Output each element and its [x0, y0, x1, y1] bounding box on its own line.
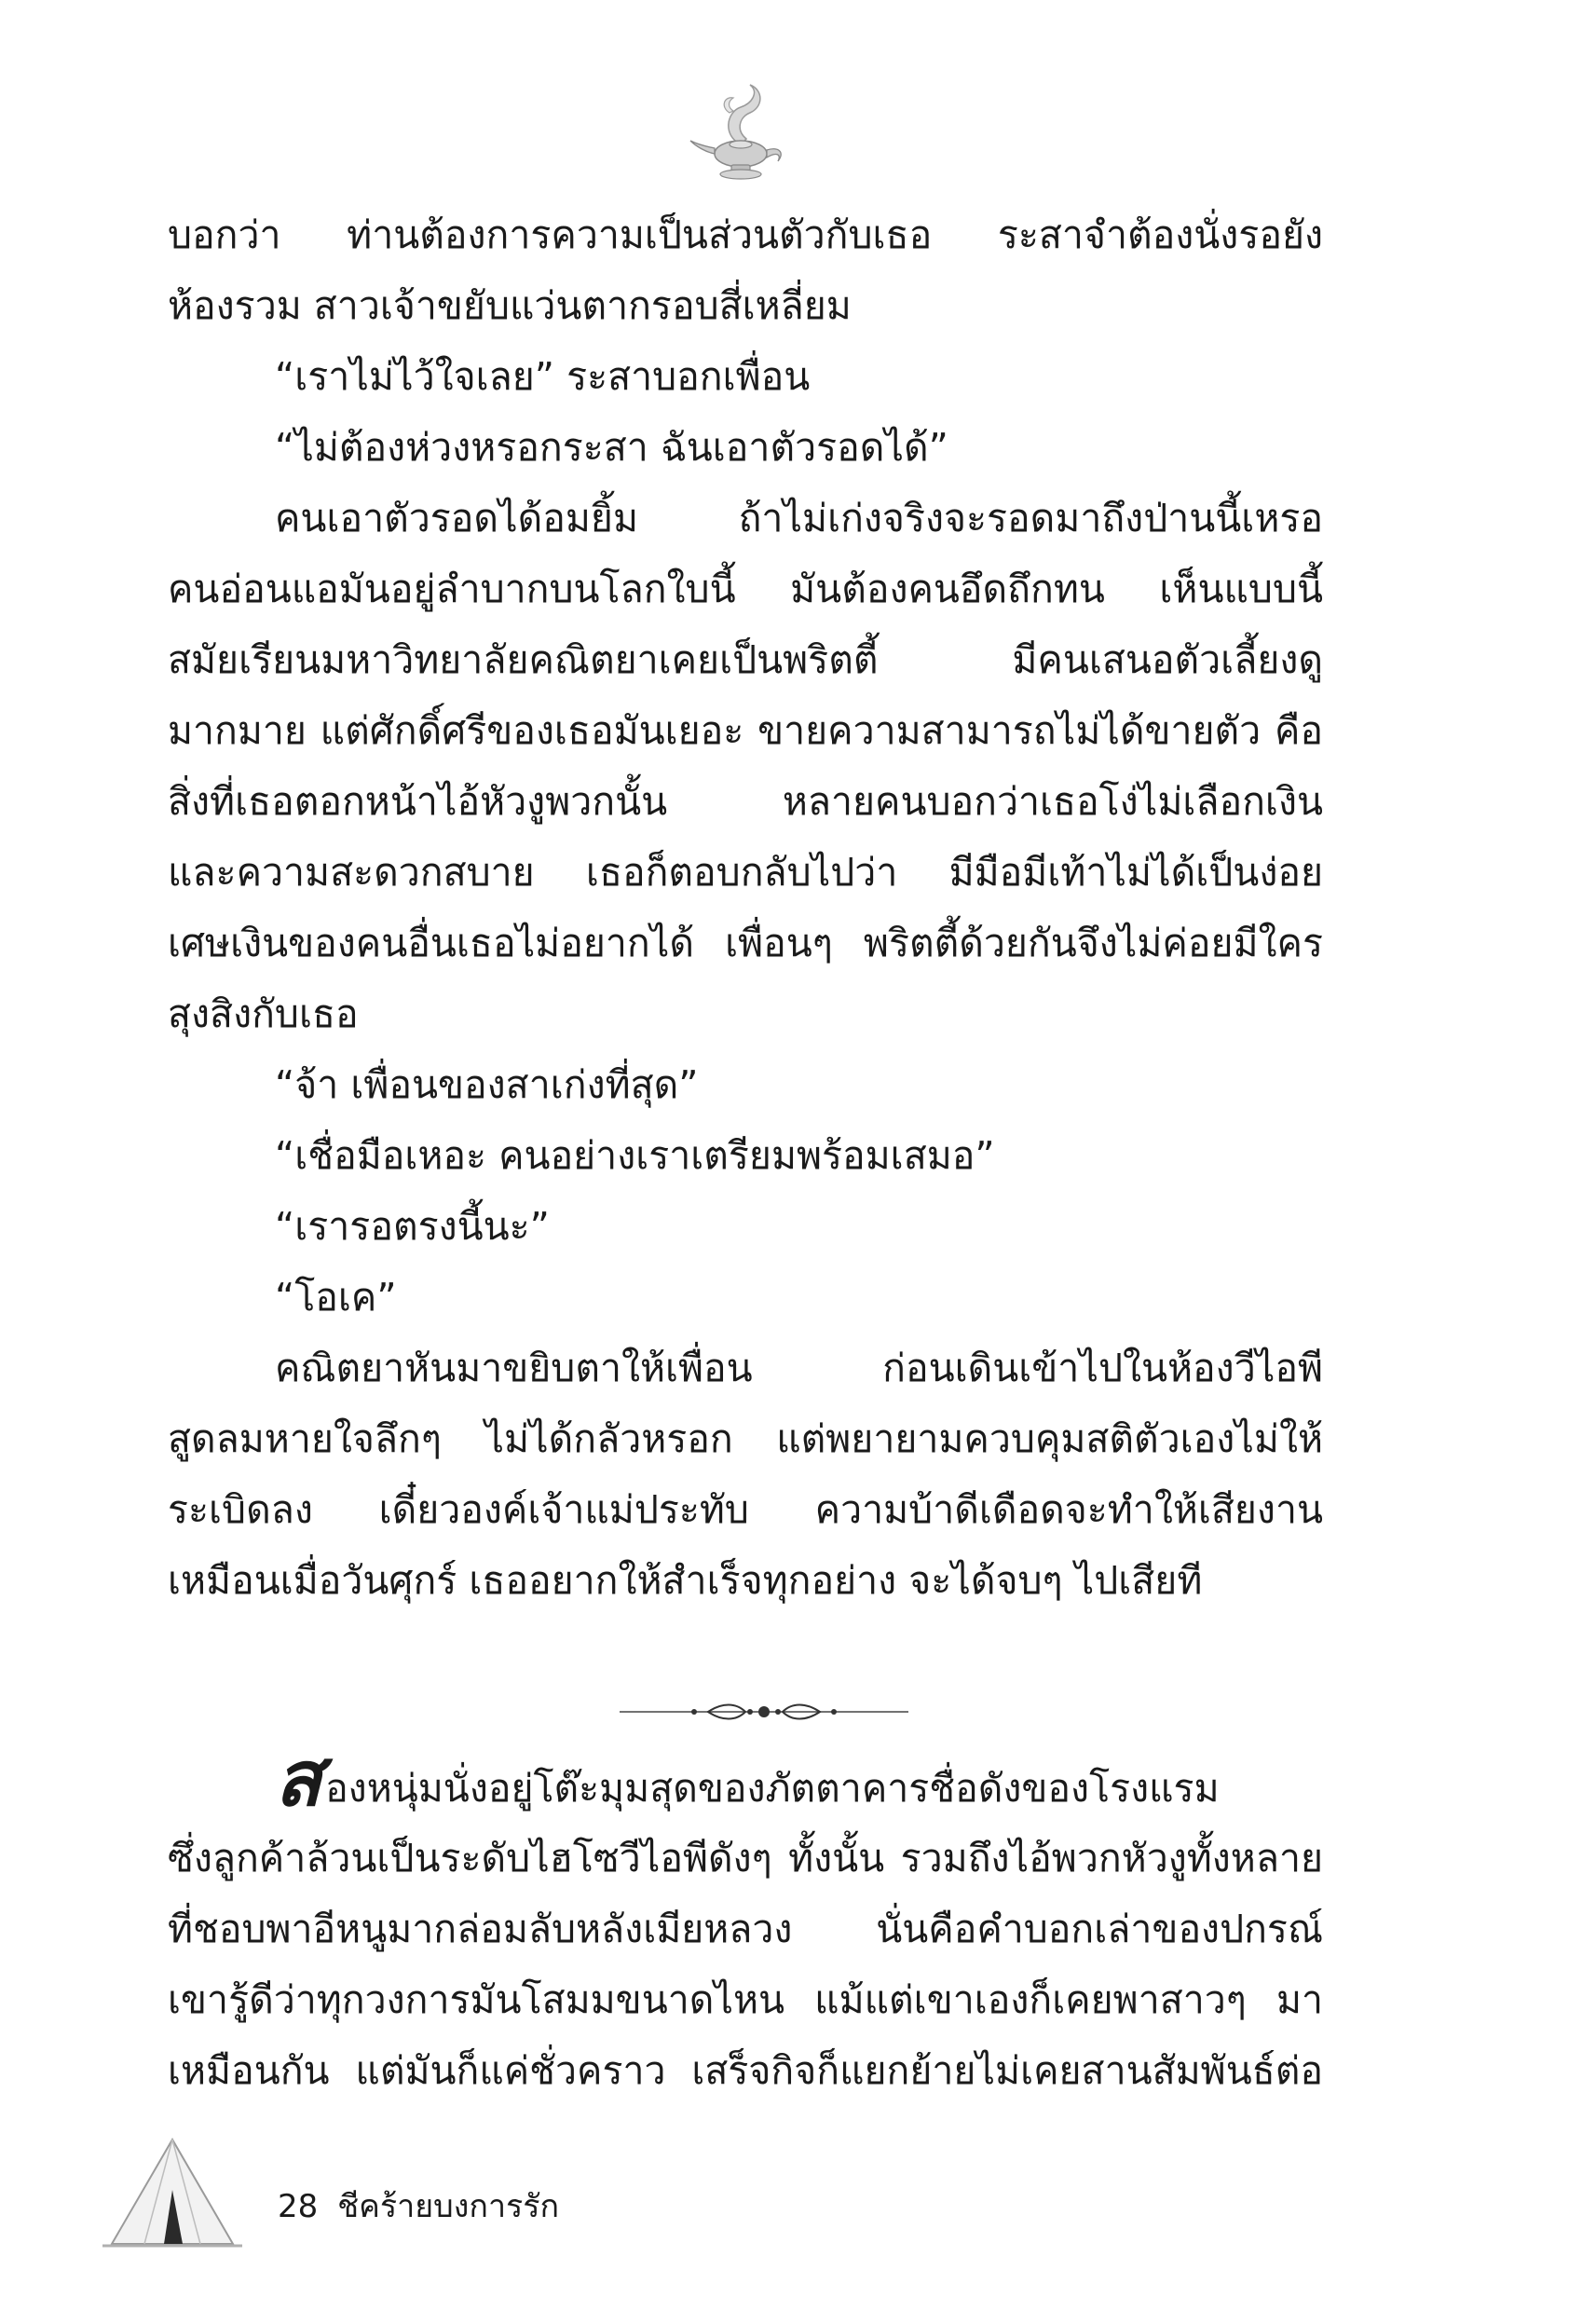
text-line: คณิตยาหันมาขยิบตาให้เพื่อน ก่อนเดินเข้าไปในห้องวีไอพี [275, 1346, 1323, 1390]
ornamental-divider-icon [620, 1698, 908, 1726]
text-line: และความสะดวกสบาย เธอก็ตอบกลับไปว่า มีมือมีเท้าไม่ได้เป็นง่อย [168, 850, 1323, 895]
text-line: ที่ชอบพาอีหนูมากล่อมลับหลังเมียหลวง นั่นคือคำบอกเล่าของปกรณ์ [168, 1907, 1323, 1951]
text-line: บอกว่า ท่านต้องการความเป็นส่วนตัวกับเธอ ระสาจำต้องนั่งรอยัง [168, 212, 1323, 257]
text-line: สมัยเรียนมหาวิทยาลัยคณิตยาเคยเป็นพริตตี้ มีคนเสนอตัวเลี้ยงดู [168, 637, 1323, 682]
text-line: ระเบิดลง เดี๋ยวองค์เจ้าแม่ประทับ ความบ้าดีเดือดจะทำให้เสียงาน [168, 1487, 1323, 1532]
text-line: เศษเงินของคนอื่นเธอไม่อยากได้ เพื่อนๆ พริตตี้ด้วยกันจึงไม่ค่อยมีใคร [168, 921, 1323, 965]
drop-cap: ส [275, 1735, 322, 1824]
text-line [168, 1735, 1323, 1824]
text-line: เหมือนเมื่อวันศุกร์ เธออยากให้สำเร็จทุกอย่าง จะได้จบๆ ไปเสียที [168, 1558, 1203, 1603]
first-line-rest: องหนุ่มนั่งอยู่โต๊ะมุมสุดของภัตตาคารชื่อดังของโรงแรม [325, 1766, 1220, 1811]
page-footer [278, 2188, 559, 2225]
body-text [168, 199, 1323, 1616]
text-line: คนเอาตัวรอดได้อมยิ้ม ถ้าไม่เก่งจริงจะรอดมาถึงป่านนี้เหรอ [275, 496, 1323, 540]
text-line: คนอ่อนแอมันอยู่ลำบากบนโลกใบนี้ มันต้องคนอึดถึกทน เห็นแบบนี้ [168, 567, 1323, 611]
text-line: สูดลมหายใจลึกๆ ไม่ได้กลัวหรอก แต่พยายามควบคุมสติตัวเองไม่ให้ [168, 1416, 1323, 1461]
text-line: สุงสิงกับเธอ [168, 991, 359, 1036]
text-line: ห้องรวม สาวเจ้าขยับแว่นตากรอบสี่เหลี่ยม [168, 283, 852, 328]
text-line: เหมือนกัน แต่มันก็แค่ชั่วคราว เสร็จกิจก็แยกย้ายไม่เคยสานสัมพันธ์ต่อ [168, 2048, 1323, 2093]
tent-icon [102, 2134, 242, 2255]
text-line: สิ่งที่เธอตอกหน้าไอ้หัวงูพวกนั้น หลายคนบอกว่าเธอโง่ไม่เลือกเงิน [168, 779, 1323, 824]
page-number: 28 [278, 2188, 319, 2225]
dialogue-line: “เชื่อมือเหอะ คนอย่างเราเตรียมพร้อมเสมอ” [275, 1133, 995, 1178]
text-line: เขารู้ดีว่าทุกวงการมันโสมมขนาดไหน แม้แต่เขาเองก็เคยพาสาวๆ มา [168, 1977, 1323, 2022]
dialogue-line: “โอเค” [275, 1275, 397, 1320]
dialogue-line: “จ้า เพื่อนของสาเก่งที่สุด” [275, 1062, 699, 1107]
dialogue-line: “เราไม่ไว้ใจเลย” ระสาบอกเพื่อน [275, 354, 811, 399]
genie-lamp-icon [685, 79, 797, 191]
dialogue-line: “ไม่ต้องห่วงหรอกระสา ฉันเอาตัวรอดได้” [275, 425, 948, 470]
dialogue-line: “เรารอตรงนี้นะ” [275, 1204, 550, 1249]
text-line: มากมาย แต่ศักดิ์ศรีของเธอมันเยอะ ขายความสามารถไม่ได้ขายตัว คือ [168, 708, 1323, 753]
section-two-text [168, 1735, 1323, 2106]
book-title: ชีคร้ายบงการรัก [337, 2188, 560, 2225]
text-line: ซึ่งลูกค้าล้วนเป็นระดับไฮโซวีไอพีดังๆ ทั้งนั้น รวมถึงไอ้พวกหัวงูทั้งหลาย [168, 1836, 1323, 1880]
